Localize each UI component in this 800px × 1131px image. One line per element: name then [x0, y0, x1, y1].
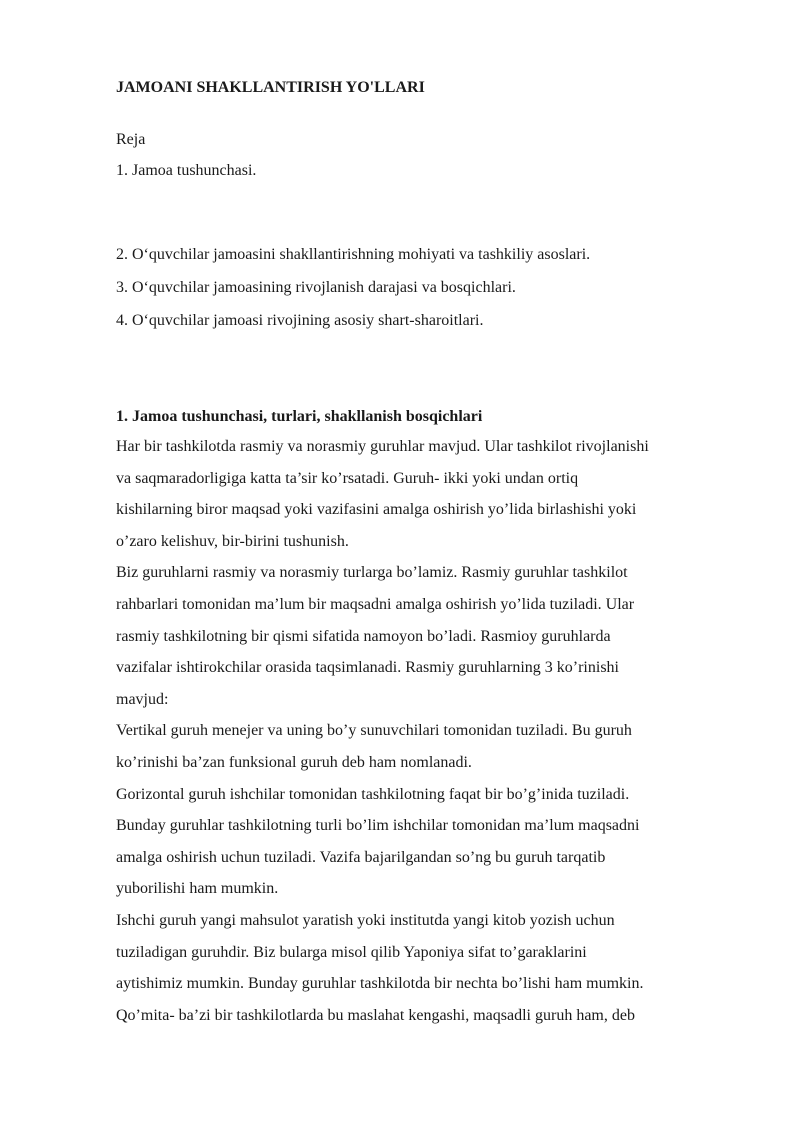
plan-label: Reja [116, 131, 146, 148]
plan-item-3: 3. O‘quvchilar jamoasining rivojlanish darajasi va bosqichlari. [116, 279, 516, 296]
body-line: mavjud: [116, 690, 169, 708]
body-line: va saqmaradorligiga katta ta’sir ko’rsatadi. Guruh- ikki yoki undan ortiq [116, 469, 579, 487]
body-line: rahbarlari tomonidan ma’lum bir maqsadni amalga oshirish yo’lida tuziladi. Ular [116, 595, 635, 613]
body-line: o’zaro kelishuv, bir-birini tushunish. [116, 532, 349, 550]
plan-item-4: 4. O‘quvchilar jamoasi rivojining asosiy shart-sharoitlari. [116, 312, 484, 329]
body-line: vazifalar ishtirokchilar orasida taqsimlanadi. Rasmiy guruhlarning 3 ko’rinishi [116, 659, 619, 677]
body-line: kishilarning biror maqsad yoki vazifasini amalga oshirish yo’lida birlashishi yoki [116, 501, 637, 519]
plan-item-1: 1. Jamoa tushunchasi. [116, 162, 257, 179]
body-line: yuborilishi ham mumkin. [116, 880, 279, 898]
body-line: amalga oshirish uchun tuziladi. Vazifa bajarilgandan so’ng bu guruh tarqatib [116, 848, 606, 866]
body-line: Qo’mita- ba’zi bir tashkilotlarda bu maslahat kengashi, maqsadli guruh ham, deb [116, 1006, 635, 1024]
body-line: Bunday guruhlar tashkilotning turli bo’lim ishchilar tomonidan ma’lum maqsadni [116, 817, 640, 835]
body-text [116, 436, 766, 1036]
body-line: Ishchi guruh yangi mahsulot yaratish yoki institutda yangi kitob yozish uchun [116, 911, 615, 929]
section-heading: 1. Jamoa tushunchasi, turlari, shakllanish bosqichlari [116, 408, 483, 425]
body-line: ko’rinishi ba’zan funksional guruh deb ham nomlanadi. [116, 753, 472, 771]
body-line: aytishimiz mumkin. Bunday guruhlar tashkilotda bir nechta bo’lishi ham mumkin. [116, 975, 644, 993]
plan-item-2: 2. O‘quvchilar jamoasini shakllantirishning mohiyati va tashkiliy asoslari. [116, 246, 591, 263]
body-line: Biz guruhlarni rasmiy va norasmiy turlarga bo’lamiz. Rasmiy guruhlar tashkilot [116, 564, 628, 582]
body-line: Gorizontal guruh ishchilar tomonidan tashkilotning faqat bir bo’g’inida tuziladi. [116, 785, 630, 803]
body-line: Vertikal guruh menejer va uning bo’y sunuvchilari tomonidan tuziladi. Bu guruh [116, 722, 632, 740]
body-line: rasmiy tashkilotning bir qismi sifatida namoyon bo’ladi. Rasmioy guruhlarda [116, 627, 611, 645]
document-title: JAMOANI SHAKLLANTIRISH YO'LLARI [116, 79, 425, 96]
body-line: Har bir tashkilotda rasmiy va norasmiy guruhlar mavjud. Ular tashkilot rivojlanishi [116, 438, 649, 455]
body-line: tuziladigan guruhdir. Biz bularga misol qilib Yaponiya sifat to’garaklarini [116, 943, 587, 961]
